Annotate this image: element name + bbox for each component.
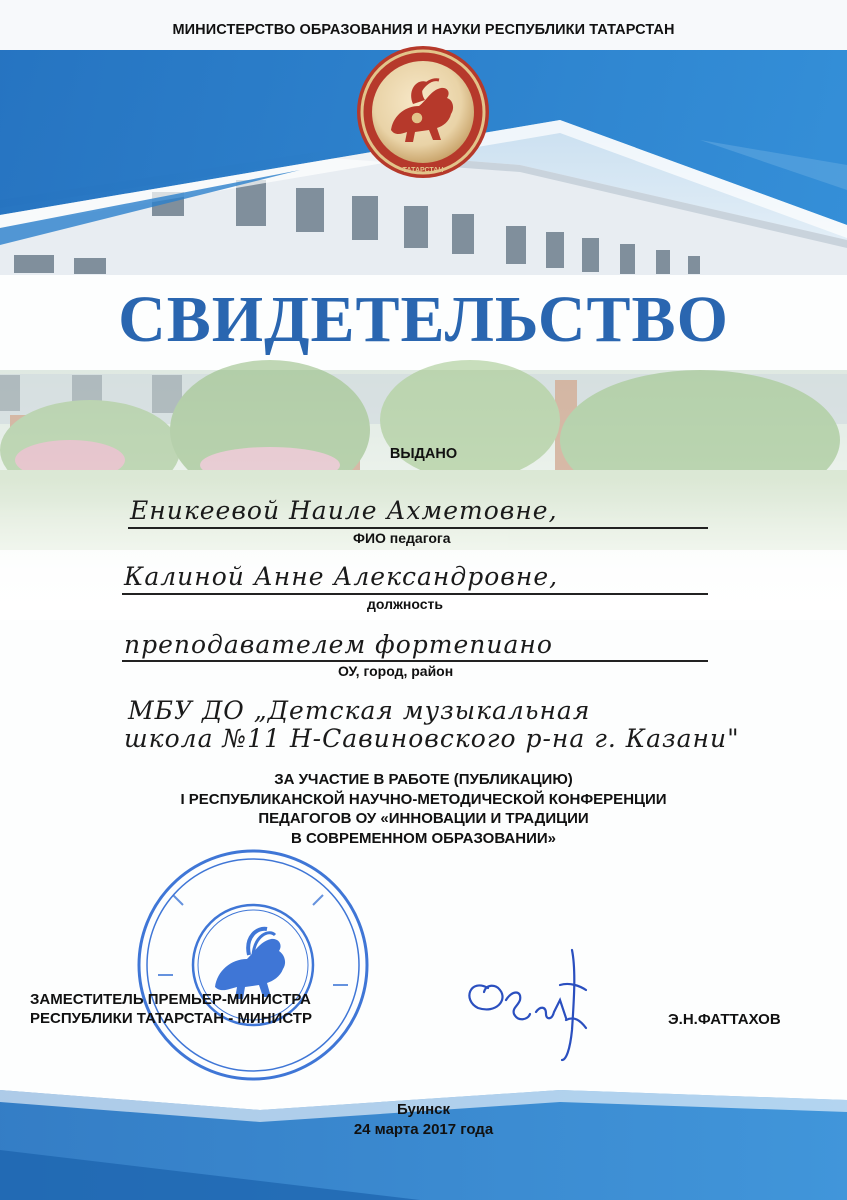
- certificate-title: СВИДЕТЕЛЬСТВО: [118, 283, 729, 356]
- issued-label: ВЫДАНО: [389, 446, 458, 462]
- tatarstan-emblem: [357, 46, 489, 178]
- place: Буинск: [396, 1101, 451, 1118]
- position-caption: должность: [367, 596, 443, 612]
- signatory-name: Э.Н.ФАТТАХОВ: [668, 1011, 781, 1028]
- fio-caption: ФИО педагога: [353, 530, 451, 546]
- recipient-name: Еникеевой Наиле Ахметовне,: [130, 496, 558, 525]
- description-line-3: ПЕДАГОГОВ ОУ «ИННОВАЦИИ И ТРАДИЦИИ: [258, 810, 589, 827]
- institution-name-line1: МБУ ДО „Детская музыкальная: [128, 696, 591, 725]
- participation-description: [0, 770, 847, 848]
- description-line-4: В СОВРЕМЕННОМ ОБРАЗОВАНИИ»: [291, 829, 556, 847]
- description-line-1: ЗА УЧАСТИЕ В РАБОТЕ (ПУБЛИКАЦИЮ): [274, 771, 573, 788]
- signatory-title: [30, 990, 312, 1028]
- place-date: [0, 1100, 847, 1140]
- emblem-lettering: ТАТАРСТАН: [402, 167, 444, 174]
- recipient-name-underline: [128, 527, 708, 529]
- institution-underline: [122, 660, 708, 662]
- signature: [469, 950, 586, 1060]
- official-seal: [139, 851, 367, 1079]
- position-underline: [122, 593, 708, 595]
- signatory-title-line-2: РЕСПУБЛИКИ ТАТАРСТАН - МИНИСТР: [30, 1010, 312, 1027]
- institution-caption: ОУ, город, район: [338, 663, 454, 679]
- date: 24 марта 2017 года: [353, 1121, 494, 1138]
- ministry-header: МИНИСТЕРСТВО ОБРАЗОВАНИЯ И НАУКИ РЕСПУБЛИКИ ТАТАРСТАН: [172, 22, 675, 38]
- institution-role: преподавателем фортепиано: [124, 630, 553, 659]
- position-value: Калиной Анне Александровне,: [124, 562, 559, 591]
- description-line-2: I РЕСПУБЛИКАНСКОЙ НАУЧНО-МЕТОДИЧЕСКОЙ КОНФЕРЕНЦИИ: [180, 790, 667, 808]
- signatory-title-line-1: ЗАМЕСТИТЕЛЬ ПРЕМЬЕР-МИНИСТРА: [30, 991, 311, 1008]
- institution-name-line2: школа №11 Н-Савиновского р-на г. Казани": [124, 724, 740, 753]
